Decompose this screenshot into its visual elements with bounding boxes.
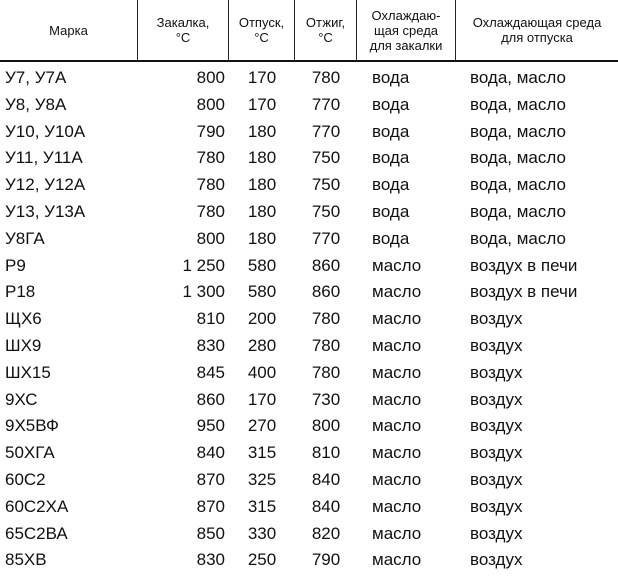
cell-grade: ШХ9 — [5, 336, 42, 355]
cell-quench-medium: вода — [372, 68, 410, 87]
cell-quench-medium: масло — [372, 497, 422, 516]
cell-quench-temp: 780 — [196, 202, 225, 221]
table-row — [0, 494, 618, 520]
table-row — [0, 92, 618, 118]
header-grade: Марка — [49, 22, 88, 38]
cell-quench-medium: масло — [372, 443, 422, 462]
table-row — [0, 387, 618, 413]
cell-temper-temp: 180 — [247, 202, 277, 221]
cell-quench-temp: 870 — [196, 497, 225, 516]
cell-quench-temp: 1 250 — [182, 256, 225, 275]
cell-quench-temp: 830 — [196, 336, 225, 355]
cell-quench-medium: масло — [372, 282, 422, 301]
table-row — [0, 172, 618, 198]
cell-anneal-temp: 860 — [311, 282, 341, 301]
cell-quench-temp: 840 — [196, 443, 225, 462]
cell-temper-medium: воздух — [470, 497, 523, 516]
table-row — [0, 547, 618, 573]
cell-anneal-temp: 780 — [311, 336, 341, 355]
cell-grade: У12, У12А — [5, 175, 86, 194]
cell-temper-temp: 200 — [247, 309, 277, 328]
cell-temper-temp: 180 — [247, 175, 277, 194]
cell-temper-medium: воздух в печи — [470, 256, 578, 275]
table-row — [0, 440, 618, 466]
cell-temper-medium: вода, масло — [470, 122, 566, 141]
cell-grade: ЩХ6 — [5, 309, 42, 328]
cell-temper-medium: воздух — [470, 390, 523, 409]
cell-quench-medium: вода — [372, 122, 410, 141]
cell-quench-medium: вода — [372, 229, 410, 248]
cell-quench-temp: 860 — [196, 390, 225, 409]
cell-quench-temp: 800 — [196, 229, 225, 248]
cell-temper-temp: 280 — [247, 336, 277, 355]
table-row — [0, 413, 618, 439]
cell-grade: 60С2ХА — [5, 497, 69, 516]
cell-anneal-temp: 750 — [311, 148, 341, 167]
cell-temper-medium: вода, масло — [470, 229, 566, 248]
cell-quench-temp: 870 — [196, 470, 225, 489]
cell-quench-medium: масло — [372, 550, 422, 569]
table-row — [0, 360, 618, 386]
cell-temper-temp: 180 — [247, 122, 277, 141]
table-row — [0, 253, 618, 279]
header-quench-medium: Охлаждаю- щая среда для закалки — [369, 7, 443, 53]
cell-anneal-temp: 820 — [311, 524, 341, 543]
cell-quench-temp: 1 300 — [182, 282, 225, 301]
cell-anneal-temp: 780 — [311, 68, 341, 87]
cell-quench-temp: 950 — [196, 416, 225, 435]
cell-grade: У7, У7А — [5, 68, 67, 87]
cell-temper-medium: вода, масло — [470, 175, 566, 194]
cell-grade: У8ГА — [5, 229, 45, 248]
cell-quench-medium: вода — [372, 148, 410, 167]
cell-temper-temp: 250 — [247, 550, 277, 569]
cell-quench-temp: 780 — [196, 148, 225, 167]
cell-temper-temp: 580 — [247, 282, 277, 301]
cell-grade: 85ХВ — [5, 550, 47, 569]
cell-grade: 50ХГА — [5, 443, 55, 462]
cell-temper-temp: 170 — [247, 95, 277, 114]
cell-quench-temp: 780 — [196, 175, 225, 194]
cell-quench-temp: 790 — [196, 122, 225, 141]
cell-temper-temp: 180 — [247, 229, 277, 248]
cell-grade: 60С2 — [5, 470, 46, 489]
cell-anneal-temp: 770 — [311, 122, 341, 141]
cell-grade: 9ХС — [5, 390, 38, 409]
cell-anneal-temp: 840 — [311, 497, 341, 516]
cell-grade: У10, У10А — [5, 122, 86, 141]
cell-quench-medium: вода — [372, 175, 410, 194]
cell-temper-temp: 330 — [247, 524, 277, 543]
cell-quench-medium: масло — [372, 390, 422, 409]
cell-temper-medium: воздух — [470, 524, 523, 543]
table-row — [0, 145, 618, 171]
table-row — [0, 279, 618, 305]
cell-temper-medium: воздух — [470, 443, 523, 462]
cell-quench-medium: масло — [372, 416, 422, 435]
cell-quench-medium: вода — [372, 95, 410, 114]
table-row — [0, 119, 618, 145]
cell-anneal-temp: 840 — [311, 470, 341, 489]
cell-temper-medium: воздух в печи — [470, 282, 578, 301]
cell-temper-temp: 170 — [247, 68, 277, 87]
cell-anneal-temp: 730 — [311, 390, 341, 409]
cell-temper-medium: вода, масло — [470, 95, 566, 114]
cell-quench-medium: вода — [372, 202, 410, 221]
cell-temper-medium: вода, масло — [470, 148, 566, 167]
cell-temper-medium: воздух — [470, 363, 523, 382]
cell-anneal-temp: 860 — [311, 256, 341, 275]
cell-grade: У13, У13А — [5, 202, 86, 221]
header-temper-medium: Охлаждающая среда для отпуска — [472, 15, 602, 45]
cell-quench-temp: 800 — [196, 95, 225, 114]
table-row — [0, 306, 618, 332]
cell-grade: Р18 — [5, 282, 36, 301]
cell-grade: У11, У11А — [5, 148, 83, 167]
header-rule — [0, 60, 618, 62]
cell-quench-temp: 830 — [196, 550, 225, 569]
table-row — [0, 467, 618, 493]
header-anneal-temp: Отжиг, °С — [305, 15, 346, 45]
cell-quench-medium: масло — [372, 363, 422, 382]
cell-quench-medium: масло — [372, 524, 422, 543]
cell-temper-temp: 315 — [247, 497, 277, 516]
cell-temper-temp: 325 — [247, 470, 277, 489]
cell-temper-temp: 580 — [247, 256, 277, 275]
cell-grade: У8, У8А — [5, 95, 67, 114]
cell-quench-temp: 800 — [196, 68, 225, 87]
cell-anneal-temp: 780 — [311, 309, 341, 328]
cell-temper-medium: воздух — [470, 309, 523, 328]
cell-grade: 9Х5ВФ — [5, 416, 59, 435]
cell-temper-temp: 400 — [247, 363, 277, 382]
cell-temper-medium: воздух — [470, 416, 523, 435]
table-row — [0, 199, 618, 225]
cell-anneal-temp: 770 — [311, 95, 341, 114]
cell-temper-medium: вода, масло — [470, 68, 566, 87]
cell-temper-temp: 315 — [247, 443, 277, 462]
cell-anneal-temp: 780 — [311, 363, 341, 382]
cell-anneal-temp: 750 — [311, 175, 341, 194]
cell-anneal-temp: 800 — [311, 416, 341, 435]
cell-quench-medium: масло — [372, 256, 422, 275]
cell-quench-temp: 850 — [196, 524, 225, 543]
cell-temper-temp: 270 — [247, 416, 277, 435]
cell-anneal-temp: 770 — [311, 229, 341, 248]
table-row — [0, 226, 618, 252]
cell-quench-medium: масло — [372, 309, 422, 328]
cell-temper-temp: 170 — [247, 390, 277, 409]
header-quench-temp: Закалка, °С — [156, 15, 210, 45]
table-row — [0, 521, 618, 547]
cell-grade: ШХ15 — [5, 363, 51, 382]
cell-quench-medium: масло — [372, 336, 422, 355]
cell-temper-medium: воздух — [470, 470, 523, 489]
cell-anneal-temp: 790 — [311, 550, 341, 569]
cell-anneal-temp: 750 — [311, 202, 341, 221]
header-temper-temp: Отпуск, °С — [238, 15, 285, 45]
cell-quench-temp: 845 — [196, 363, 225, 382]
table-row — [0, 65, 618, 91]
cell-temper-medium: воздух — [470, 336, 523, 355]
cell-grade: Р9 — [5, 256, 26, 275]
cell-quench-medium: масло — [372, 470, 422, 489]
cell-temper-temp: 180 — [247, 148, 277, 167]
cell-anneal-temp: 810 — [311, 443, 341, 462]
cell-temper-medium: вода, масло — [470, 202, 566, 221]
cell-grade: 65С2ВА — [5, 524, 68, 543]
cell-quench-temp: 810 — [196, 309, 225, 328]
cell-temper-medium: воздух — [470, 550, 523, 569]
table-row — [0, 333, 618, 359]
